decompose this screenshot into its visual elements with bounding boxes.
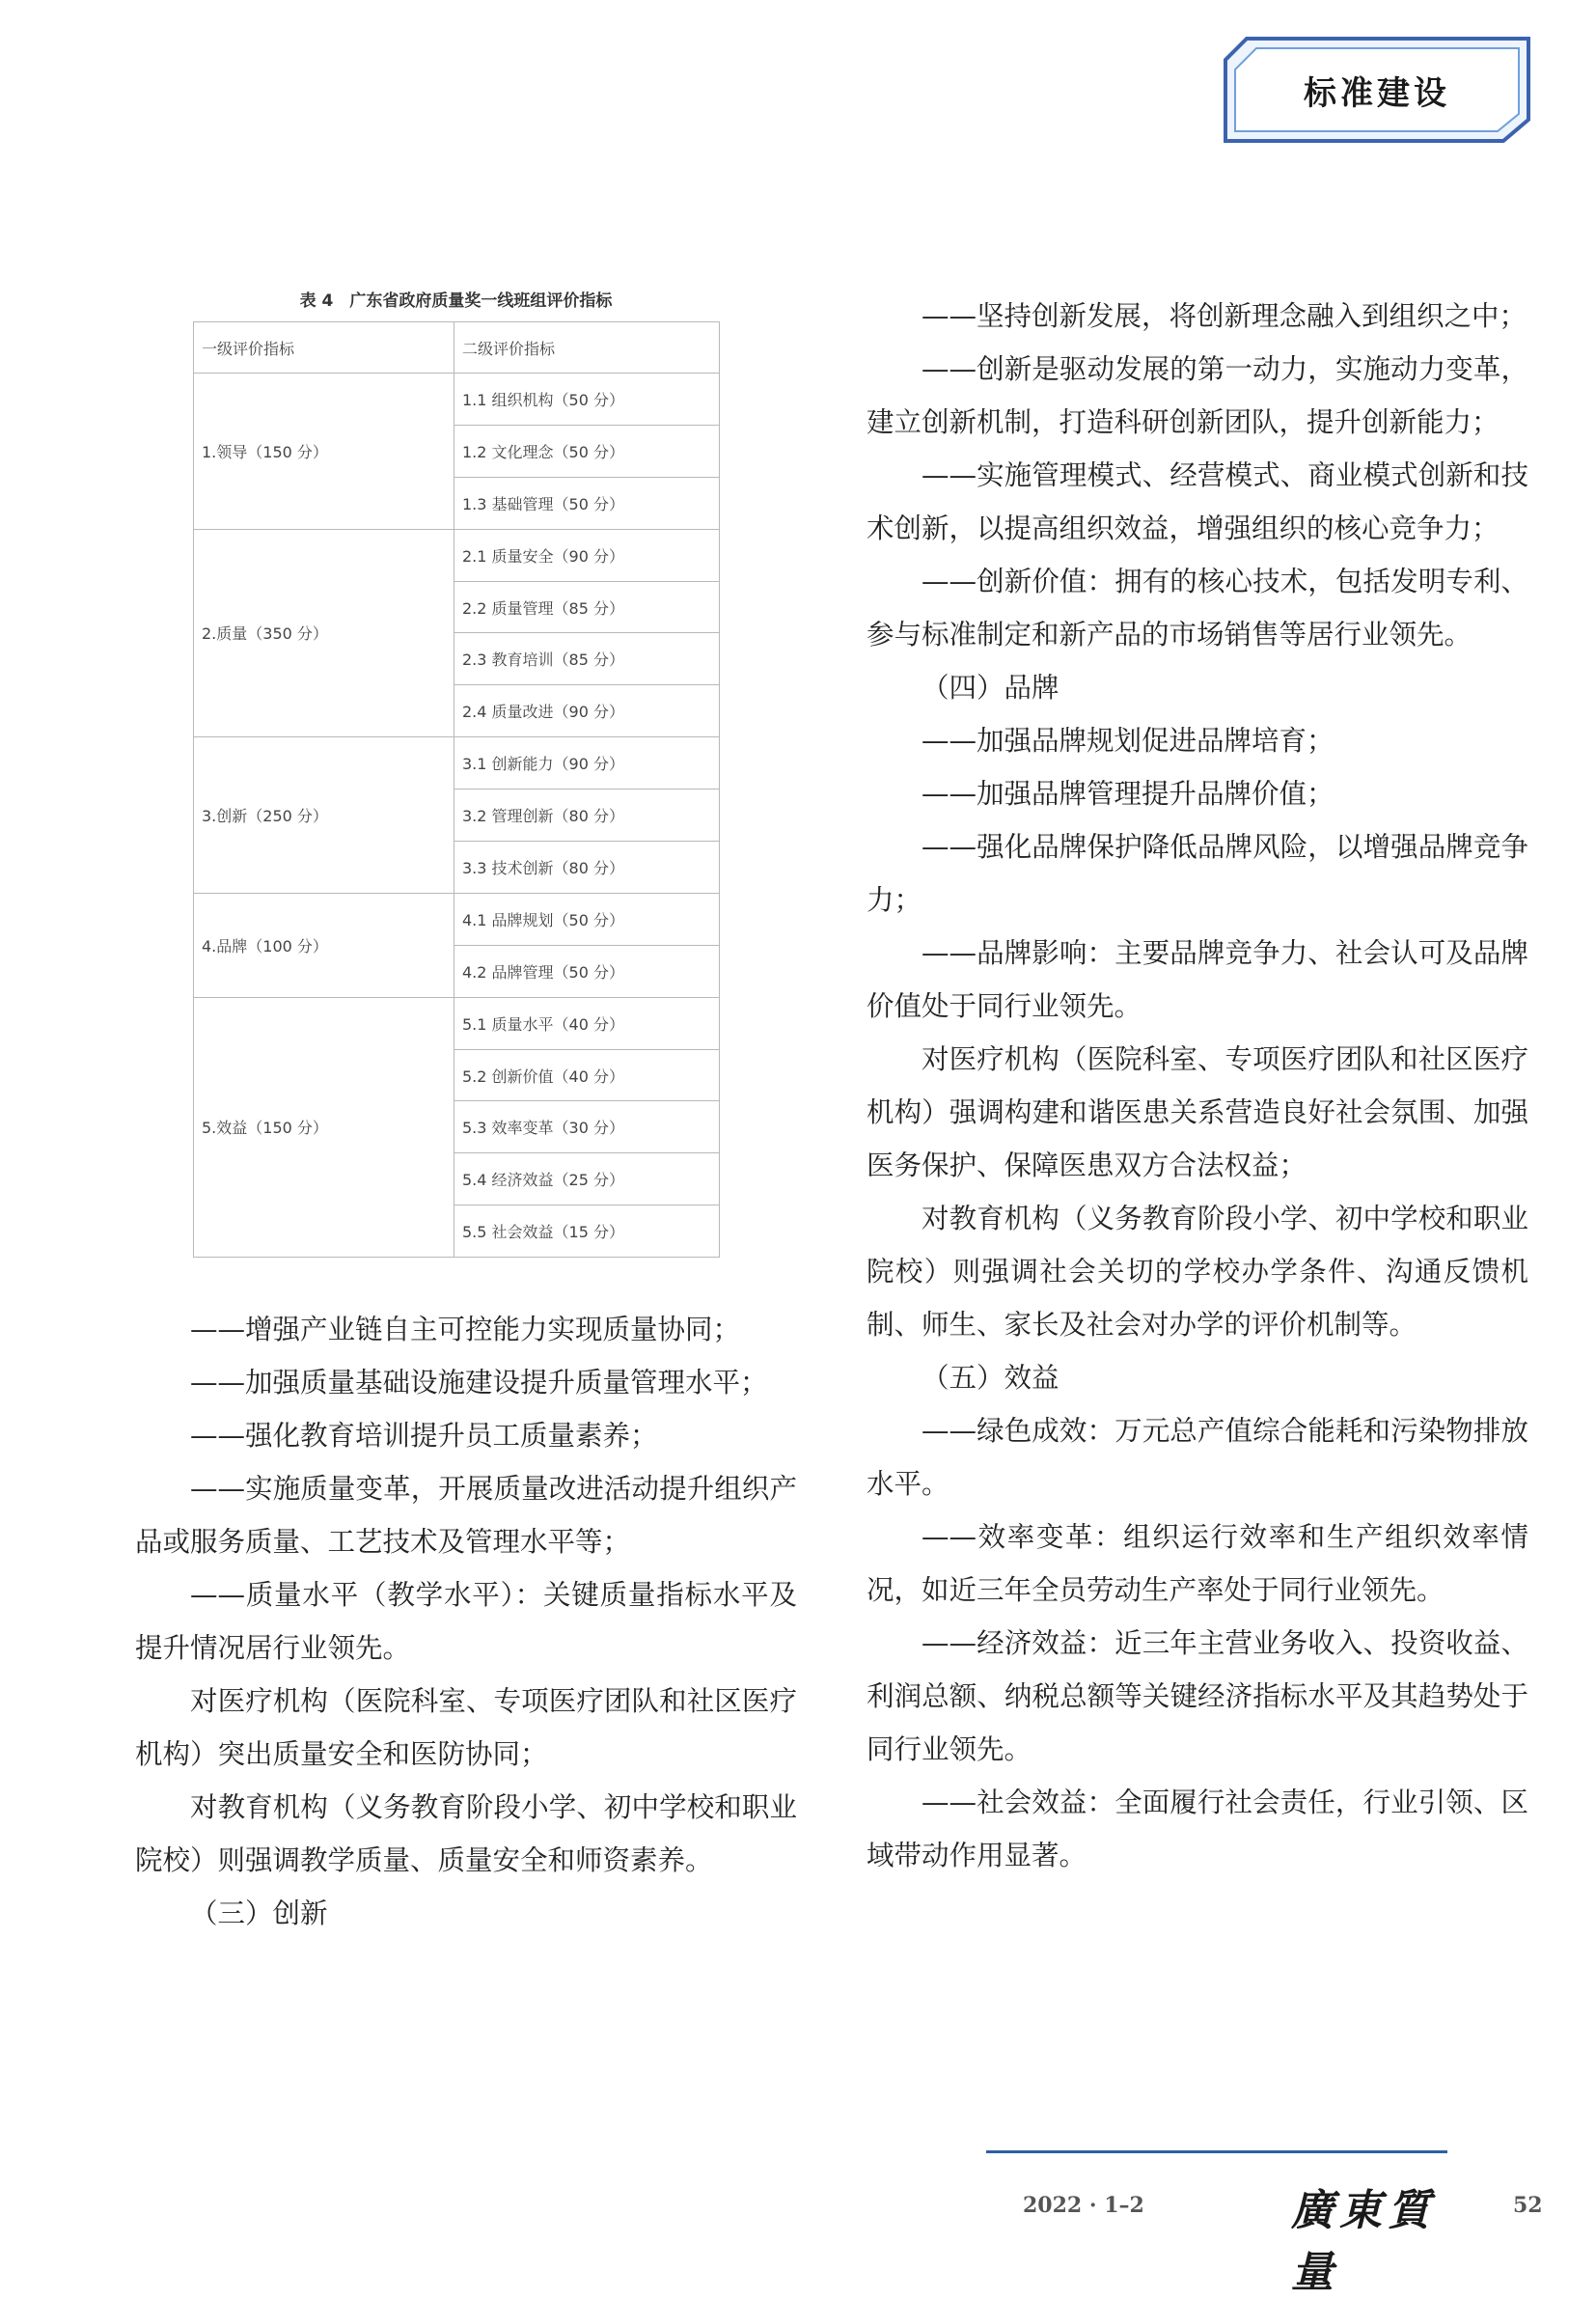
level1-cell: 3.创新（250 分） [194,737,454,894]
level1-cell: 1.领导（150 分） [194,374,454,530]
evaluation-table [193,321,720,1258]
level2-cell: 3.2 管理创新（80 分） [454,789,720,842]
level2-cell: 3.3 技术创新（80 分） [454,842,720,894]
table-header-row [194,322,720,374]
paragraph: ——社会效益：全面履行社会责任，行业引领、区域带动作用显著。 [867,1787,1528,1871]
table-row [194,997,720,1049]
paragraph: ——实施质量变革，开展质量改进活动提升组织产品或服务质量、工艺技术及管理水平等； [135,1473,797,1558]
paragraph: ——坚持创新发展，将创新理念融入到组织之中； [922,300,1527,332]
table-row [194,374,720,426]
footer-divider [986,2150,1447,2153]
level2-cell: 1.2 文化理念（50 分） [454,425,720,477]
paragraph: ——加强品牌管理提升品牌价值； [922,778,1335,810]
level1-cell: 4.品牌（100 分） [194,893,454,997]
level2-cell: 5.1 质量水平（40 分） [454,997,720,1049]
paragraph: ——实施管理模式、经营模式、商业模式创新和技术创新，以提高组织效益，增强组织的核心竞争力； [867,459,1528,544]
paragraph: ——强化品牌保护降低品牌风险，以增强品牌竞争力； [867,831,1528,916]
level2-cell: 2.3 教育培训（85 分） [454,633,720,685]
table-row [194,529,720,581]
paragraph: 对医疗机构（医院科室、专项医疗团队和社区医疗机构）强调构建和谐医患关系营造良好社会氛围、加强医务保护、保障医患双方合法权益； [867,1043,1528,1181]
section-heading: （四）品牌 [922,672,1059,704]
paragraph: ——创新价值：拥有的核心技术，包括发明专利、参与标准制定和新产品的市场销售等居行业领先。 [867,566,1528,651]
paragraph: 对医疗机构（医院科室、专项医疗团队和社区医疗机构）突出质量安全和医防协同； [135,1685,797,1770]
page-number: 52 [1513,2193,1543,2218]
level2-cell: 1.3 基础管理（50 分） [454,477,720,529]
paragraph: ——增强产业链自主可控能力实现质量协同； [190,1314,741,1345]
level2-cell: 5.5 社会效益（15 分） [454,1205,720,1258]
badge-label: 标准建设 [1304,73,1450,113]
paragraph: ——加强质量基础设施建设提升质量管理水平； [190,1367,768,1399]
level2-cell: 2.1 质量安全（90 分） [454,529,720,581]
section-badge [1218,33,1536,147]
table-caption: 表 4 广东省政府质量奖一线班组评价指标 [299,291,613,311]
left-text-column [135,1303,797,1940]
level1-cell: 2.质量（350 分） [194,529,454,737]
paragraph: ——绿色成效：万元总产值综合能耗和污染物排放水平。 [867,1415,1528,1500]
level2-cell: 5.3 效率变革（30 分） [454,1101,720,1153]
table-row [194,893,720,945]
level2-cell: 5.4 经济效益（25 分） [454,1153,720,1205]
table-row [194,737,720,789]
level2-cell: 2.2 质量管理（85 分） [454,581,720,633]
paragraph: ——加强品牌规划促进品牌培育； [922,725,1335,757]
level2-cell: 2.4 质量改进（90 分） [454,685,720,737]
level2-cell: 4.2 品牌管理（50 分） [454,945,720,997]
level2-cell: 1.1 组织机构（50 分） [454,374,720,426]
right-text-column [867,290,1528,1882]
magazine-logo: 廣東質量 [1291,2186,1436,2297]
issue-number: 2022 · 1–2 [1023,2193,1144,2218]
paragraph: ——质量水平（教学水平）：关键质量指标水平及提升情况居行业领先。 [135,1579,797,1664]
paragraph: ——强化教育培训提升员工质量素养； [190,1420,658,1452]
table-header: 二级评价指标 [454,322,720,374]
section-heading: （三）创新 [190,1897,328,1929]
paragraph: ——创新是驱动发展的第一动力，实施动力变革，建立创新机制，打造科研创新团队，提升创新能力； [867,353,1528,438]
level2-cell: 4.1 品牌规划（50 分） [454,893,720,945]
paragraph: ——效率变革：组织运行效率和生产组织效率情况，如近三年全员劳动生产率处于同行业领先。 [867,1521,1528,1606]
section-heading: （五）效益 [922,1362,1059,1394]
level1-cell: 5.效益（150 分） [194,997,454,1257]
paragraph: ——经济效益：近三年主营业务收入、投资收益、利润总额、纳税总额等关键经济指标水平及其趋势处于同行业领先。 [867,1627,1528,1765]
level2-cell: 5.2 创新价值（40 分） [454,1049,720,1101]
paragraph: 对教育机构（义务教育阶段小学、初中学校和职业院校）则强调社会关切的学校办学条件、沟通反馈机制、师生、家长及社会对办学的评价机制等。 [867,1203,1528,1341]
table-header: 一级评价指标 [194,322,454,374]
paragraph: ——品牌影响：主要品牌竞争力、社会认可及品牌价值处于同行业领先。 [867,937,1528,1022]
level2-cell: 3.1 创新能力（90 分） [454,737,720,789]
paragraph: 对教育机构（义务教育阶段小学、初中学校和职业院校）则强调教学质量、质量安全和师资素养。 [135,1791,797,1876]
